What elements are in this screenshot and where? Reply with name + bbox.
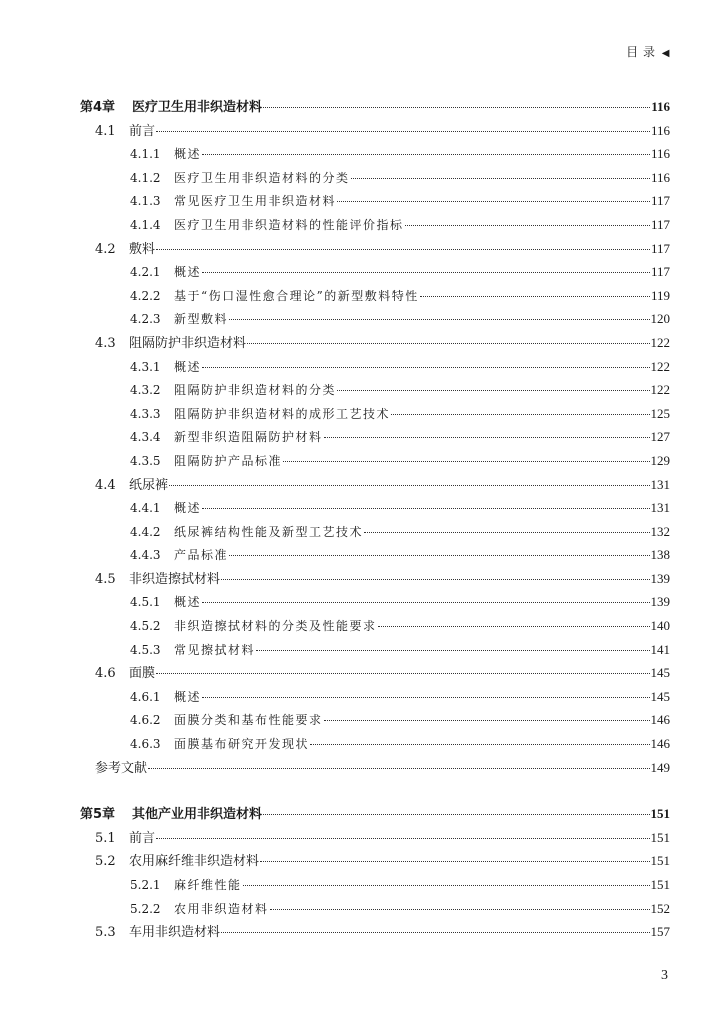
dot-leader — [202, 271, 650, 273]
toc-entry-page: 119 — [650, 287, 670, 303]
toc-entry-number: 4.1.2 — [130, 170, 161, 185]
toc-entry-title: 前言 — [129, 123, 156, 139]
toc-entry-title: 新型敷料 — [174, 312, 229, 327]
dot-leader — [337, 389, 649, 391]
toc-entry-page: 145 — [650, 688, 670, 704]
toc-entry-page: 149 — [650, 759, 670, 775]
toc-entry-number: 4.5 — [95, 571, 116, 587]
toc-entry-number: 4.1.1 — [130, 147, 161, 162]
dot-leader — [202, 153, 650, 155]
toc-entry-title: 常见擦拭材料 — [174, 642, 256, 657]
toc-entry-section[interactable] — [80, 237, 670, 261]
toc-entry-number: 5.2.1 — [130, 878, 161, 892]
page-number: 3 — [661, 968, 668, 983]
toc-entry-sub[interactable] — [80, 425, 670, 449]
toc-entry-page: 122 — [650, 382, 670, 398]
toc-entry-title: 敷料 — [129, 241, 156, 257]
toc-entry-title: 面膜分类和基布性能要求 — [174, 713, 323, 728]
toc-entry-page: 116 — [651, 99, 670, 114]
toc-entry-sub[interactable] — [80, 378, 670, 402]
toc-entry-page: 116 — [650, 122, 670, 138]
toc-entry-section[interactable] — [80, 567, 670, 591]
toc-entry-number: 4.3.3 — [130, 406, 161, 421]
toc-entry-page: 117 — [650, 193, 670, 209]
dot-leader — [260, 860, 649, 862]
dot-leader — [337, 200, 650, 202]
toc-entry-page: 141 — [650, 641, 670, 657]
dot-leader — [263, 813, 649, 815]
toc-entry-page: 131 — [650, 476, 670, 492]
toc-entry-number: 4.3.4 — [130, 430, 161, 445]
dot-leader — [156, 248, 650, 250]
toc-entry-page: 125 — [650, 405, 670, 421]
toc-entry-sub[interactable] — [80, 402, 670, 426]
toc-entry-title: 概述 — [174, 689, 202, 704]
toc-entry-page: 117 — [650, 216, 670, 232]
toc-entry-page: 132 — [650, 523, 670, 539]
toc-entry-sub[interactable] — [80, 708, 670, 732]
toc-entry-page: 116 — [650, 146, 670, 162]
dot-leader — [202, 507, 649, 509]
toc-entry-number: 4.4.1 — [130, 501, 161, 516]
toc-entry-page: 157 — [650, 924, 670, 940]
dot-leader — [156, 130, 650, 132]
toc-entry-sub[interactable] — [80, 449, 670, 473]
toc-entry-page: 146 — [650, 712, 670, 728]
toc-entry-sub[interactable] — [80, 873, 670, 897]
dot-leader — [148, 767, 649, 769]
toc-entry-sub[interactable] — [80, 142, 670, 166]
toc-entry-number: 4.6.3 — [130, 737, 161, 752]
toc-entry-sub[interactable] — [80, 732, 670, 756]
dot-leader — [310, 743, 649, 745]
dot-leader — [202, 366, 649, 368]
toc-entry-page: 117 — [650, 240, 670, 256]
toc-entry-number: 4.3 — [95, 335, 116, 351]
toc-entry-page: 131 — [650, 500, 670, 516]
toc-entry-sub[interactable] — [80, 496, 670, 520]
toc-entry-page: 152 — [650, 900, 670, 916]
dot-leader — [378, 625, 650, 627]
toc-entry-number: 4.3.5 — [130, 453, 161, 468]
dot-leader — [243, 884, 650, 886]
running-head — [626, 43, 670, 60]
toc-entry-section[interactable] — [80, 661, 670, 685]
toc-entry-number: 4.2.1 — [130, 265, 161, 280]
toc-entry-title: 前言 — [129, 830, 156, 846]
toc-entry-title: 概述 — [174, 595, 202, 610]
dot-leader — [270, 908, 650, 910]
running-head-text: 目 录 — [626, 45, 656, 59]
toc-entry-title: 基于“伤口湿性愈合理论”的新型敷料特性 — [174, 288, 419, 303]
toc-entry-number: 4.6.2 — [130, 713, 161, 728]
toc-entry-section[interactable] — [80, 849, 670, 873]
toc-entry-section[interactable] — [80, 331, 670, 355]
toc-entry-number: 5.2 — [95, 854, 116, 870]
dot-leader — [156, 672, 649, 674]
toc-entry-number: 4.5.2 — [130, 619, 161, 634]
toc-entry-page: 145 — [650, 665, 670, 681]
dot-leader — [351, 177, 650, 179]
toc-entry-sub[interactable] — [80, 520, 670, 544]
toc-entry-chapter[interactable] — [80, 95, 670, 119]
toc-entry-page: 120 — [650, 311, 670, 327]
toc-entry-title: 医疗卫生用非织造材料的性能评价指标 — [174, 217, 404, 232]
toc-entry-title: 阻隔防护产品标准 — [174, 453, 283, 468]
dot-leader — [283, 460, 649, 462]
toc-entry-page: 140 — [650, 618, 670, 634]
dot-leader — [391, 413, 649, 415]
dot-leader — [247, 342, 649, 344]
toc-entry-number: 第4章 — [80, 100, 116, 115]
toc-entry-title: 阻隔防护非织造材料的成形工艺技术 — [174, 406, 391, 421]
toc-entry-title: 新型非织造阻隔防护材料 — [174, 430, 323, 445]
toc-entry-title: 医疗卫生用非织造材料 — [132, 100, 263, 115]
dot-leader — [156, 837, 649, 839]
toc-entry-section[interactable] — [80, 826, 670, 850]
toc-entry-number: 4.4 — [95, 477, 116, 493]
dot-leader — [169, 484, 649, 486]
dot-leader — [405, 224, 650, 226]
dot-leader — [420, 295, 650, 297]
toc-entry-number: 4.4.2 — [130, 524, 161, 539]
table-of-contents — [80, 95, 670, 944]
toc-entry-sub[interactable] — [80, 284, 670, 308]
toc-entry-ref[interactable] — [80, 756, 670, 780]
toc-entry-page: 117 — [650, 264, 670, 280]
toc-entry-number: 4.1.4 — [130, 217, 161, 232]
dot-leader — [229, 318, 649, 320]
toc-entry-number: 4.1 — [95, 123, 116, 139]
toc-entry-number: 4.6 — [95, 666, 116, 682]
toc-entry-title: 纸尿裤结构性能及新型工艺技术 — [174, 524, 364, 539]
toc-entry-page: 146 — [650, 736, 670, 752]
toc-entry-title: 麻纤维性能 — [174, 878, 242, 892]
toc-entry-title: 车用非织造材料 — [129, 925, 221, 941]
toc-entry-sub[interactable] — [80, 685, 670, 709]
dot-leader — [324, 436, 650, 438]
toc-entry-title: 概述 — [174, 147, 202, 162]
toc-entry-sub[interactable] — [80, 189, 670, 213]
toc-entry-page: 116 — [650, 169, 670, 185]
toc-entry-sub[interactable] — [80, 260, 670, 284]
dot-leader — [256, 649, 649, 651]
toc-entry-number: 4.4.3 — [130, 548, 161, 563]
toc-entry-page: 151 — [650, 877, 670, 892]
toc-entry-number: 4.2.2 — [130, 288, 161, 303]
toc-entry-page: 151 — [650, 853, 670, 869]
toc-entry-page: 151 — [650, 806, 670, 822]
toc-entry-number: 4.2 — [95, 241, 116, 257]
toc-entry-sub[interactable] — [80, 614, 670, 638]
toc-entry-title: 参考文献 — [95, 760, 148, 776]
toc-entry-sub[interactable] — [80, 213, 670, 237]
toc-entry-title: 面膜 — [129, 666, 156, 682]
toc-entry-number: 4.5.1 — [130, 595, 161, 610]
toc-entry-number: 5.2.2 — [130, 901, 161, 916]
toc-entry-title: 阻隔防护非织造材料的分类 — [174, 383, 337, 398]
toc-entry-number: 4.3.1 — [130, 359, 161, 374]
toc-entry-page: 122 — [650, 334, 670, 350]
toc-entry-title: 其他产业用非织造材料 — [132, 807, 263, 823]
toc-entry-section[interactable] — [80, 473, 670, 497]
toc-entry-title: 非织造擦拭材料的分类及性能要求 — [174, 619, 377, 634]
toc-entry-number: 5.3 — [95, 925, 116, 941]
toc-entry-number: 4.2.3 — [130, 312, 161, 327]
toc-entry-title: 面膜基布研究开发现状 — [174, 737, 310, 752]
toc-entry-page: 139 — [650, 594, 670, 610]
toc-entry-title: 阻隔防护非织造材料 — [129, 335, 247, 351]
toc-entry-page: 139 — [650, 570, 670, 586]
triangle-left-icon: ◀ — [661, 48, 670, 59]
toc-entry-sub[interactable] — [80, 897, 670, 921]
toc-entry-title: 医疗卫生用非织造材料的分类 — [174, 170, 350, 185]
toc-entry-title: 概述 — [174, 359, 202, 374]
toc-entry-number: 4.3.2 — [130, 383, 161, 398]
toc-entry-number: 4.6.1 — [130, 689, 161, 704]
toc-entry-sub[interactable] — [80, 590, 670, 614]
toc-entry-title: 纸尿裤 — [129, 477, 169, 493]
toc-entry-title: 概述 — [174, 265, 202, 280]
dot-leader — [324, 719, 650, 721]
dot-leader — [202, 601, 649, 603]
toc-entry-section[interactable] — [80, 119, 670, 143]
toc-entry-sub[interactable] — [80, 307, 670, 331]
dot-leader — [221, 578, 649, 580]
toc-entry-page: 151 — [650, 829, 670, 845]
toc-entry-title: 非织造擦拭材料 — [129, 571, 221, 587]
toc-entry-number: 5.1 — [95, 830, 116, 846]
toc-entry-page: 122 — [650, 358, 670, 374]
toc-entry-page: 129 — [650, 452, 670, 468]
toc-entry-title: 农用非织造材料 — [174, 901, 269, 916]
dot-leader — [263, 106, 650, 108]
dot-leader — [202, 696, 649, 698]
dot-leader — [364, 531, 649, 533]
dot-leader — [229, 554, 649, 556]
toc-entry-title: 产品标准 — [174, 548, 229, 563]
toc-entry-sub[interactable] — [80, 166, 670, 190]
toc-entry-page: 127 — [650, 429, 670, 445]
toc-entry-number: 4.1.3 — [130, 194, 161, 209]
toc-entry-sub[interactable] — [80, 638, 670, 662]
toc-entry-number: 第5章 — [80, 807, 116, 823]
toc-entry-chapter[interactable] — [80, 802, 670, 826]
toc-entry-sub[interactable] — [80, 543, 670, 567]
dot-leader — [221, 931, 649, 933]
toc-entry-page: 138 — [650, 547, 670, 563]
toc-entry-sub[interactable] — [80, 355, 670, 379]
toc-entry-title: 农用麻纤维非织造材料 — [129, 854, 260, 870]
toc-entry-title: 常见医疗卫生用非织造材料 — [174, 194, 337, 209]
toc-entry-section[interactable] — [80, 920, 670, 944]
toc-entry-title: 概述 — [174, 501, 202, 516]
toc-entry-number: 4.5.3 — [130, 642, 161, 657]
